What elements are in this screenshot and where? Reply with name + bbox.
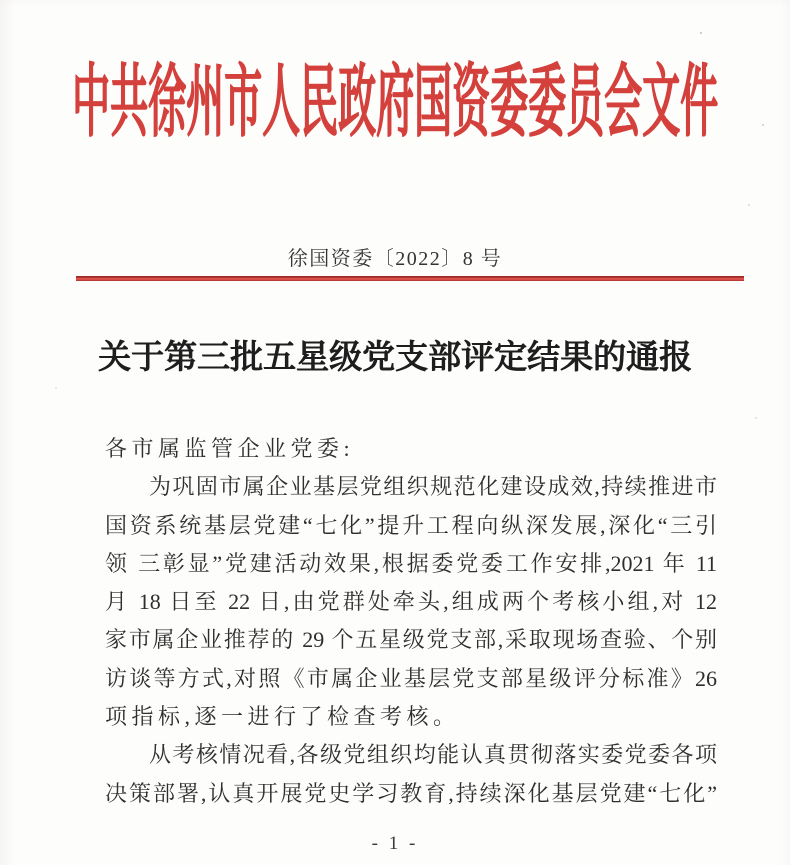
document-header-title: 中共徐州市人民政府国资委委员会文件 — [71, 59, 718, 148]
body-line: 家市属企业推荐的 29 个五星级党支部,采取现场查验、个别 — [105, 627, 717, 653]
red-separator-line — [76, 276, 744, 281]
document-number: 徐国资委〔2022〕8 号 — [287, 248, 503, 270]
body-line: 决策部署,认真开展党史学习教育,持续深化基层党建“七化” — [105, 780, 717, 806]
body-line: 领 三彰显”党建活动效果,根据委党委工作安排,2021 年 11 — [105, 550, 717, 576]
body-line: 为巩固市属企业基层党组织规范化建设成效,持续推进市 — [149, 474, 717, 500]
scan-speck — [700, 32, 702, 34]
body-line: 国资系统基层党建“七化”提升工程向纵深发展,深化“三引 — [105, 512, 717, 538]
document-body — [105, 430, 717, 813]
body-line: 月 18 日至 22 日,由党群处牵头,组成两个考核小组,对 12 — [105, 589, 717, 615]
body-line: 项指标,逐一进行了检查考核。 — [105, 704, 460, 730]
body-line: 访谈等方式,对照《市属企业基层党支部星级评分标准》26 — [105, 665, 717, 691]
page-number: - 1 - — [371, 833, 419, 854]
body-paragraph-lines — [105, 468, 717, 813]
body-line: 从考核情况看,各级党组织均能认真贯彻落实委党委各项 — [149, 742, 717, 768]
salutation-line: 各市属监管企业党委: — [105, 436, 355, 461]
document-header — [0, 50, 790, 148]
document-title: 关于第三批五星级党支部评定结果的通报 — [98, 340, 692, 376]
